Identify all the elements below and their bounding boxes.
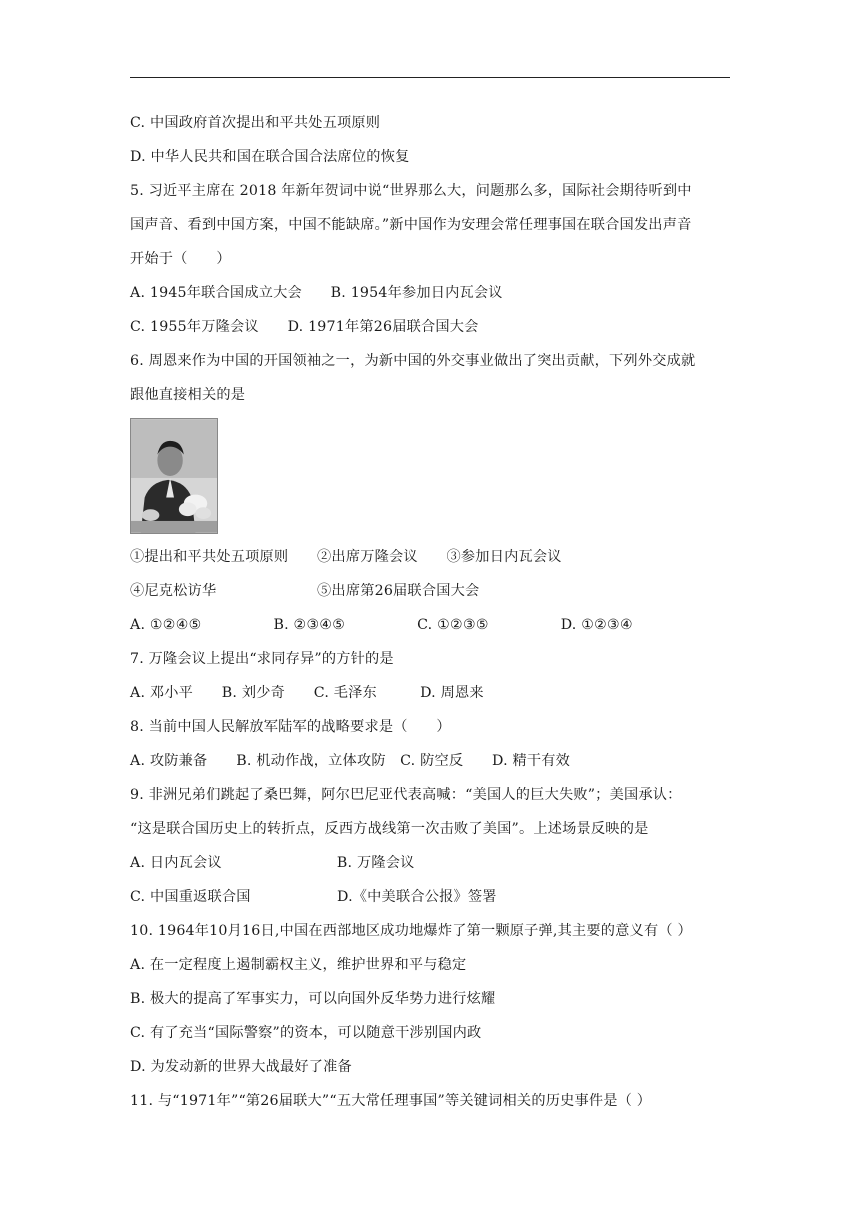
q7-options: A. 邓小平 B. 刘少奇 C. 毛泽东 D. 周恩来 [130, 685, 484, 701]
q10-stem: 10. 1964年10月16日,中国在西部地区成功地爆炸了第一颗原子弹,其主要的意义有（ ） [130, 923, 692, 939]
q6-items-line-1: ①提出和平共处五项原则 ②出席万隆会议 ③参加日内瓦会议 [130, 549, 562, 565]
q10-option-b: B. 极大的提高了军事实力，可以向国外反华势力进行炫耀 [130, 991, 496, 1007]
q6-stem-line-2: 跟他直接相关的是 [130, 387, 246, 403]
q10-option-c: C. 有了充当“国际警察”的资本，可以随意干涉别国内政 [130, 1025, 482, 1041]
q6-photo-container [130, 412, 730, 540]
q5-options-ab: A. 1945年联合国成立大会 B. 1954年参加日内瓦会议 [130, 285, 503, 301]
q5-stem-line-3: 开始于（ ） [130, 251, 231, 267]
q6-stem-line-1: 6. 周恩来作为中国的开国领袖之一，为新中国的外交事业做出了突出贡献，下列外交成就 [130, 353, 696, 369]
header-rule [130, 77, 730, 78]
q8-options: A. 攻防兼备 B. 机动作战，立体攻防 C. 防空反 D. 精干有效 [130, 753, 571, 769]
q9-options-cd: C. 中国重返联合国 D.《中美联合公报》签署 [130, 889, 497, 905]
q5-stem-line-2: 国声音、看到中国方案，中国不能缺席。”新中国作为安理会常任理事国在联合国发出声音 [130, 217, 692, 233]
q4-option-c: C. 中国政府首次提出和平共处五项原则 [130, 115, 381, 131]
q4-option-d: D. 中华人民共和国在联合国合法席位的恢复 [130, 149, 410, 165]
zhou-enlai-photo [130, 418, 218, 534]
q7-stem: 7. 万隆会议上提出“求同存异”的方针的是 [130, 651, 394, 667]
q6-options: A. ①②④⑤ B. ②③④⑤ C. ①②③⑤ D. ①②③④ [130, 617, 633, 633]
q5-options-cd: C. 1955年万隆会议 D. 1971年第26届联合国大会 [130, 319, 479, 335]
q10-option-d: D. 为发动新的世界大战最好了准备 [130, 1059, 352, 1075]
q11-stem: 11. 与“1971年”“第26届联大”“五大常任理事国”等关键词相关的历史事件是（ ） [130, 1093, 652, 1109]
q5-stem-line-1: 5. 习近平主席在 2018 年新年贺词中说“世界那么大，问题那么多，国际社会期待听到中 [130, 183, 692, 199]
q10-option-a: A. 在一定程度上遏制霸权主义，维护世界和平与稳定 [130, 957, 467, 973]
q9-options-ab: A. 日内瓦会议 B. 万隆会议 [130, 855, 415, 871]
q6-items-line-2: ④尼克松访华 ⑤出席第26届联合国大会 [130, 583, 480, 599]
q9-stem-line-1: 9. 非洲兄弟们跳起了桑巴舞，阿尔巴尼亚代表高喊：“美国人的巨大失败”；美国承认： [130, 787, 682, 803]
q9-stem-line-2: “这是联合国历史上的转折点，反西方战线第一次击败了美国”。上述场景反映的是 [130, 821, 649, 837]
q8-stem: 8. 当前中国人民解放军陆军的战略要求是（ ） [130, 719, 451, 735]
document-body [130, 106, 730, 1118]
